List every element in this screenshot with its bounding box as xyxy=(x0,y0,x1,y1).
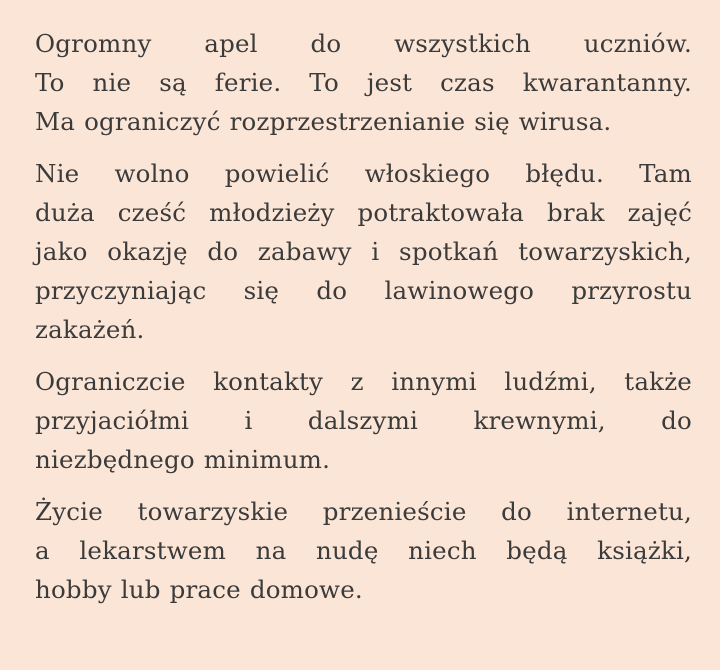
paragraph-appeal xyxy=(35,24,692,141)
text-line: jako okazję do zabawy i spotkań towarzyskich, xyxy=(35,237,692,266)
text-line: Ogromny apel do wszystkich uczniów. xyxy=(35,29,692,58)
text-line: zakażeń. xyxy=(35,315,145,344)
text-line: duża cześć młodzieży potraktowała brak zajęć xyxy=(35,198,692,227)
text-line: przyjaciółmi i dalszymi krewnymi, do xyxy=(35,406,692,435)
text-line: a lekarstwem na nudę niech będą książki, xyxy=(35,536,692,565)
paragraph-limit-contacts xyxy=(35,362,692,479)
paragraph-italy-warning xyxy=(35,154,692,349)
text-line: To nie są ferie. To jest czas kwarantanny. xyxy=(35,68,692,97)
text-line: przyczyniając się do lawinowego przyrostu xyxy=(35,276,692,305)
text-line: niezbędnego minimum. xyxy=(35,445,331,474)
text-line: hobby lub prace domowe. xyxy=(35,575,363,604)
text-line: Życie towarzyskie przenieście do internetu, xyxy=(35,497,692,526)
text-line: Ma ograniczyć rozprzestrzenianie się wirusa. xyxy=(35,107,612,136)
paragraph-online-social xyxy=(35,492,692,609)
text-line: Ograniczcie kontakty z innymi ludźmi, także xyxy=(35,367,692,396)
text-line: Nie wolno powielić włoskiego błędu. Tam xyxy=(35,159,692,188)
